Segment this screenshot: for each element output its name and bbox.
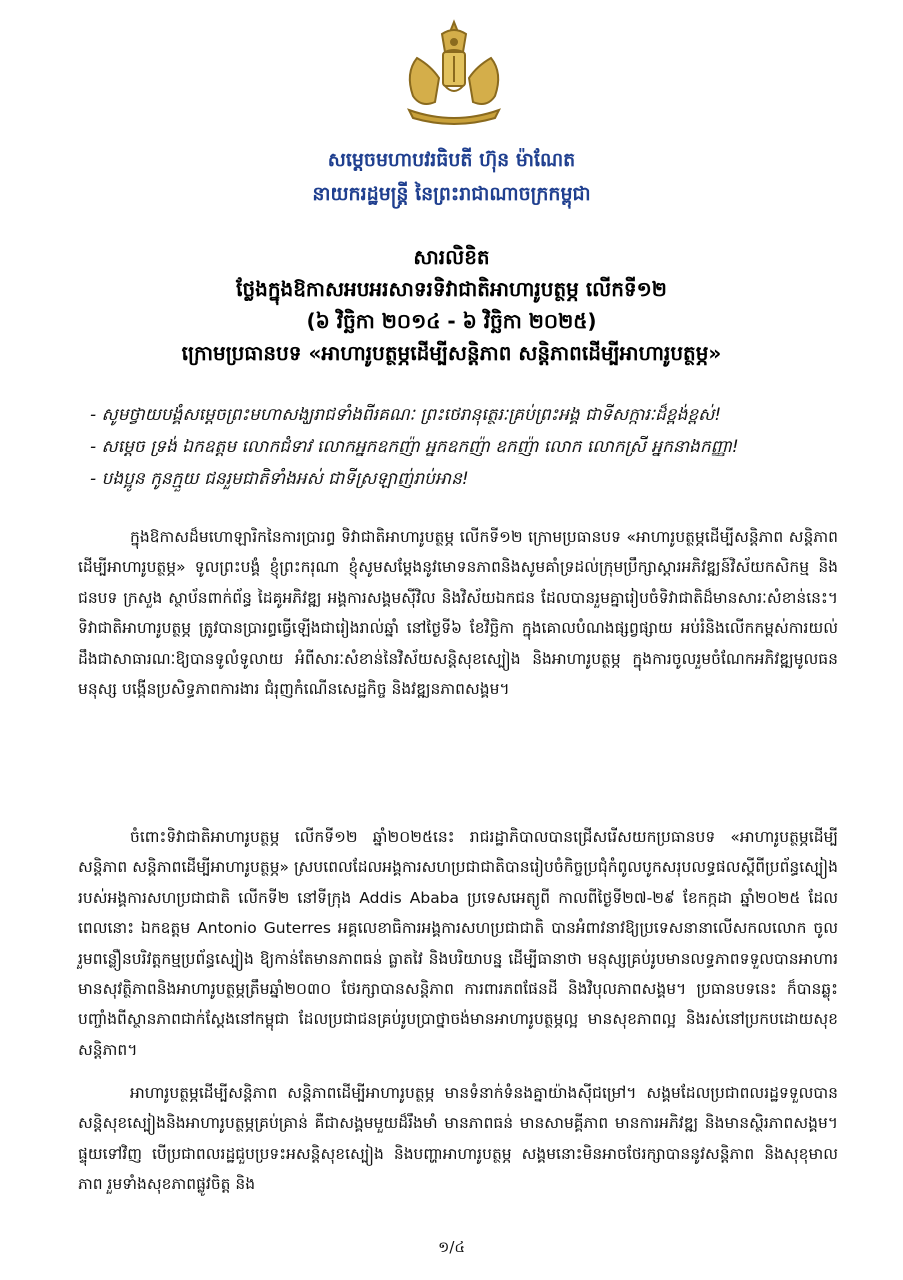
body-paragraph: ក្នុងឱកាសដ៏មហោឡារិកនៃការប្រារព្ធ ទិវាជាតិអាហារូបត្ថម្ភ លើកទី១២ ក្រោមប្រធានបទ «អាហារូបត្ថម្ភដើម្បីសន្តិភាព សន្តិភាពដើម្បីអាហារូបត្ថម្ភ» ទូលព្រះបង្គំ ខ្ញុំព្រះករុណា ខ្ញុំសូមសម្ដែងនូវមោទនភាពនិងសូមគាំទ្រដល់ក្រុមប្រឹក្សាស្ដារអភិវឌ្ឍន៍វិស័យកសិកម្ម និងជនបទ ក្រសួង ស្ថាប័នពាក់ព័ន្ធ ដៃគូអភិវឌ្ឍ អង្គការសង្គមស៊ីវិល និងវិស័យឯកជន ដែលបានរួមគ្នារៀបចំទិវាជាតិដ៏មានសារៈសំខាន់នេះ។ ទិវាជាតិអាហារូបត្ថម្ភ ត្រូវបានប្រារព្ធធ្វើឡើងជារៀងរាល់ឆ្នាំ នៅថ្ងៃទី៦ ខែវិច្ឆិកា ក្នុងគោលបំណងផ្សព្វផ្សាយ អប់រំនិងលើកកម្ពស់ការយល់ដឹងជាសាធារណៈឱ្យបានទូលំទូលាយ អំពីសារៈសំខាន់នៃវិស័យសន្តិសុខស្បៀង និងអាហារូបត្ថម្ភ ក្នុងការចូលរួមចំណែកអភិវឌ្ឍមូលធនមនុស្ស បង្កើនប្រសិទ្ធភាពការងារ ជំរុញកំណើនសេដ្ឋកិច្ច និងវឌ្ឍនភាពសង្គម។	[78, 528, 838, 699]
document-subtitle: ថ្លែងក្នុងឱកាសអបអរសាទរទិវាជាតិអាហារូបត្ថម្ភ លើកទី១២	[236, 277, 667, 301]
royal-coat-of-arms-emblem	[395, 18, 513, 128]
greeting-line: - សូមថ្វាយបង្គំសម្ដេចព្រះមហាសង្ឃរាជទាំងពីរគណៈ ព្រះថេរានុត្ថេរៈគ្រប់ព្រះអង្គ ជាទីសក្ការៈដ៏ខ្ពង់ខ្ពស់!	[90, 405, 722, 425]
greeting-line: - សម្ដេច ទ្រង់ ឯកឧត្តម លោកជំទាវ លោកអ្នកឧកញ៉ា អ្នកឧកញ៉ា ឧកញ៉ា លោក លោកស្រី អ្នកនាងកញ្ញា!	[90, 437, 739, 457]
page-number: ១/៤	[437, 1238, 466, 1256]
author-title: នាយករដ្ឋមន្ត្រី នៃព្រះរាជាណាចក្រកម្ពុជា	[312, 183, 591, 205]
author-name: សម្ដេចមហាបវរធិបតី ហ៊ុន ម៉ាណែត	[327, 149, 576, 171]
document-type: សារលិខិត	[413, 245, 490, 269]
greeting-line: - បងប្អូន កូនក្មួយ ជនរួមជាតិទាំងអស់ ជាទីស្រឡាញ់រាប់អាន!	[90, 469, 469, 489]
document-theme: ក្រោមប្រធានបទ «អាហារូបត្ថម្ភដើម្បីសន្តិភាព សន្តិភាពដើម្បីអាហារូបត្ថម្ភ»	[181, 341, 722, 365]
document-dates: (៦ វិច្ឆិកា ២០១៤ - ៦ វិច្ឆិកា ២០២៥)	[306, 309, 597, 333]
body-paragraph: ចំពោះទិវាជាតិអាហារូបត្ថម្ភ លើកទី១២ ឆ្នាំ២០២៥នេះ រាជរដ្ឋាភិបាលបានជ្រើសរើសយកប្រធានបទ «អាហារូបត្ថម្ភដើម្បីសន្តិភាព សន្តិភាពដើម្បីអាហារូបត្ថម្ភ» ស្របពេលដែលអង្គការសហប្រជាជាតិបានរៀបចំកិច្ចប្រជុំកំពូលបូកសរុបលទ្ធផលស្ដីពីប្រព័ន្ធស្បៀងរបស់អង្គការសហប្រជាជាតិ លើកទី២ នៅទីក្រុង Addis Ababa ប្រទេសអេត្យូពី កាលពីថ្ងៃទី២៧-២៩ ខែកក្កដា ឆ្នាំ២០២៥ ដែលពេលនោះ ឯកឧត្តម Antonio Guterres អគ្គលេខាធិការអង្គការសហប្រជាជាតិ បានអំពាវនាវឱ្យប្រទេសនានាលើសកលលោក ចូលរួមពន្លឿនបរិវត្តកម្មប្រព័ន្ធស្បៀង ឱ្យកាន់តែមានភាពធន់ ធ្លាតវៃ និងបរិយាបន្ន ដើម្បីធានាថា មនុស្សគ្រប់រូបមានលទ្ធភាពទទួលបានអាហារមានសុវត្ថិភាពនិងអាហារូបត្ថម្ភត្រឹមឆ្នាំ២០៣០ ថែរក្សាបានសន្តិភាព ការពារភពផែនដី និងវិបុលភាពសង្គម។ ប្រធានបទនេះ ក៏បានឆ្លុះបញ្ចាំងពីស្ថានភាពជាក់ស្ដែងនៅកម្ពុជា ដែលប្រជាជនគ្រប់រូបប្រាថ្នាចង់មានអាហារូបត្ថម្ភល្អ មានសុខភាពល្អ និងរស់នៅប្រកបដោយសុខសន្តិភាព។	[78, 828, 838, 1059]
body-paragraph: អាហារូបត្ថម្ភដើម្បីសន្តិភាព សន្តិភាពដើម្បីអាហារូបត្ថម្ភ មានទំនាក់ទំនងគ្នាយ៉ាងស៊ីជម្រៅ។ សង្គមដែលប្រជាពលរដ្ឋទទួលបានសន្តិសុខស្បៀងនិងអាហារូបត្ថម្ភគ្រប់គ្រាន់ គឺជាសង្គមមួយដ៏រឹងមាំ មានភាពធន់ មានសាមគ្គីភាព មានការអភិវឌ្ឍ និងមានស្ថិរភាពសង្គម។ ផ្ទុយទៅវិញ បើប្រជាពលរដ្ឋជួបប្រទះអសន្តិសុខស្បៀង និងបញ្ហាអាហារូបត្ថម្ភ សង្គមនោះមិនអាចថែរក្សាបាននូវសន្តិភាព និងសុខុមាលភាព រួមទាំងសុខភាពផ្លូវចិត្ត និង	[78, 1084, 838, 1194]
